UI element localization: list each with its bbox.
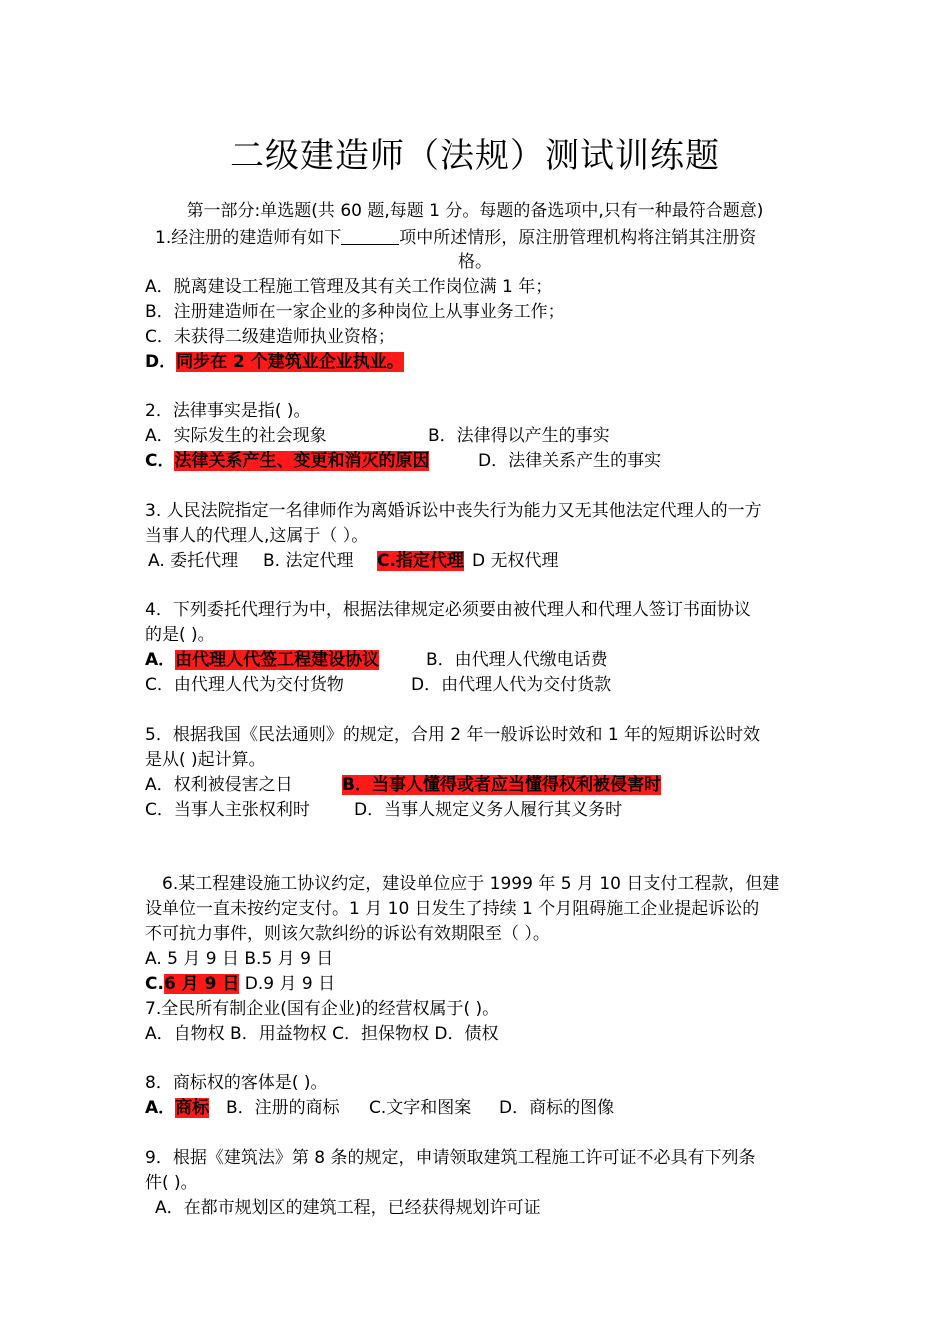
q5-answer-highlight: B．当事人懂得或者应当懂得权利被侵害时	[342, 775, 661, 795]
q3-stem-line2: 当事人的代理人,这属于（ ）。	[145, 526, 369, 546]
q2-option-d: D．法律关系产生的事实	[478, 451, 662, 471]
q3-option-d: D 无权代理	[472, 551, 559, 571]
q1-stem-part-a: 1.经注册的建造师有如下	[155, 228, 342, 248]
q4-answer-highlight: 由代理人代签工程建设协议	[175, 650, 380, 670]
q5-stem-line1: 5．根据我国《民法通则》的规定，合用 2 年一般诉讼时效和 1 年的短期诉讼时效	[145, 725, 761, 745]
q6-stem-line2: 设单位一直未按约定支付。1 月 10 日发生了持续 1 个月阻碍施工企业提起诉讼的	[145, 899, 760, 919]
q1-answer-highlight: 同步在 2 个建筑业企业执业。	[176, 352, 404, 372]
q8-option-d: D．商标的图像	[499, 1098, 615, 1118]
q4-option-b: B．由代理人代缴电话费	[426, 650, 608, 670]
q1-stem-line2: 格。	[458, 252, 492, 272]
q1-option-d-label: D．	[145, 352, 177, 372]
q4-option-a-label: A．	[145, 650, 176, 670]
q9-stem-line2: 件( )。	[145, 1173, 198, 1193]
q9-stem-line1: 9．根据《建筑法》第 8 条的规定，申请领取建筑工程施工许可证不必具有下列条	[145, 1148, 756, 1168]
q5-option-c: C．当事人主张权利时	[145, 800, 310, 820]
q8-stem: 8．商标权的客体是( )。	[145, 1073, 328, 1093]
page-title: 二级建造师（法规）测试训练题	[230, 136, 720, 176]
q4-option-c: C．由代理人代为交付货物	[145, 675, 344, 695]
q1-option-b: B．注册建造师在一家企业的多种岗位上从事业务工作；	[145, 302, 565, 322]
q1-stem-line1	[155, 226, 756, 250]
q8-option-c: C.文字和图案	[369, 1098, 472, 1118]
q6-answer-highlight: 6 月 9 日	[163, 974, 240, 994]
q4-stem-line2: 的是( )。	[145, 625, 215, 645]
q3-option-b: B. 法定代理	[263, 551, 354, 571]
q3-option-a: A. 委托代理	[148, 551, 239, 571]
q3-stem-line1: 3. 人民法院指定一名律师作为离婚诉讼中丧失行为能力又无其他法定代理人的一方	[145, 501, 762, 521]
q2-option-a: A．实际发生的社会现象	[145, 426, 327, 446]
q4-stem-line1: 4．下列委托代理行为中，根据法律规定必须要由被代理人和代理人签订书面协议	[145, 600, 751, 620]
q2-option-c-label: C．	[145, 451, 175, 471]
q2-option-b: B．法律得以产生的事实	[428, 426, 610, 446]
q1-blank	[341, 227, 399, 245]
q7-stem: 7.全民所有制企业(国有企业)的经营权属于( )。	[145, 999, 500, 1019]
q2-option-c	[145, 449, 429, 473]
q1-option-c: C．未获得二级建造师执业资格；	[145, 327, 395, 347]
q8-answer-highlight: 商标	[175, 1098, 210, 1118]
q4-option-d: D．由代理人代为交付货款	[411, 675, 612, 695]
q6-stem-line3: 不可抗力事件，则该欠款纠纷的诉讼有效期限至（ ）。	[145, 924, 550, 944]
q8-option-b: B．注册的商标	[226, 1098, 340, 1118]
q8-options	[145, 1096, 209, 1120]
q3-option-c	[377, 549, 464, 573]
q3-answer-highlight: C.指定代理	[377, 551, 464, 571]
q6-option-c-label: C.	[145, 974, 164, 994]
q4-option-a	[145, 648, 379, 672]
q5-stem-line2: 是从( )起计算。	[145, 750, 266, 770]
q6-stem-line1: 6.某工程建设施工协议约定，建设单位应于 1999 年 5 月 10 日支付工程款，但建	[162, 874, 780, 894]
q2-stem: 2．法律事实是指( )。	[145, 401, 311, 421]
q9-option-a: A．在都市规划区的建筑工程，已经获得规划许可证	[155, 1198, 541, 1218]
q6-option-d: D.9 月 9 日	[244, 974, 336, 994]
q5-option-a: A．权利被侵害之日	[145, 775, 293, 795]
q8-option-a-label: A．	[145, 1098, 176, 1118]
section-intro: 第一部分:单选题(共 60 题,每题 1 分。每题的备选项中,只有一种最符合题意)	[186, 201, 764, 221]
q1-stem-part-b: 项中所述情形，原注册管理机构将注销其注册资	[399, 228, 757, 248]
q1-option-d	[145, 350, 404, 374]
q1-option-a: A．脱离建设工程施工管理及其有关工作岗位满 1 年；	[145, 277, 553, 297]
q2-answer-highlight: 法律关系产生、变更和消灭的原因	[174, 451, 430, 471]
q6-option-ab: A. 5 月 9 日 B.5 月 9 日	[145, 949, 334, 969]
q5-option-b	[342, 773, 661, 797]
q5-option-d: D．当事人规定义务人履行其义务时	[354, 800, 623, 820]
q6-option-cd	[145, 972, 335, 996]
q7-options: A．自物权 B．用益物权 C．担保物权 D．债权	[145, 1024, 499, 1044]
